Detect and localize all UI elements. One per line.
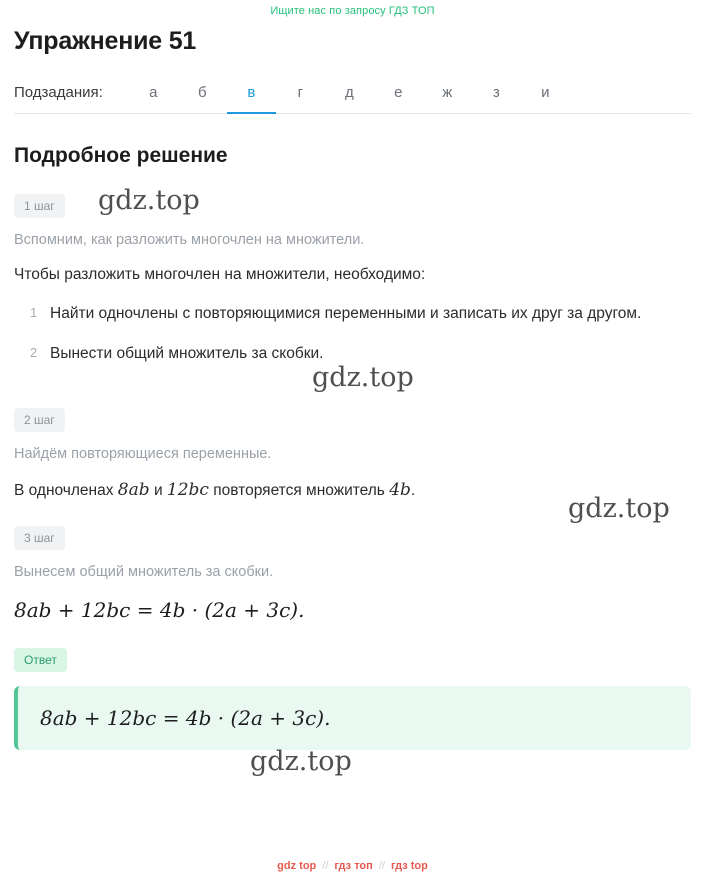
subtask-tab-d[interactable]: д [344,84,354,101]
step-2-text [14,480,691,500]
subtask-tab-e[interactable]: е [394,84,403,101]
step-1-intro: Чтобы разложить многочлен на множители, необходимо: [14,266,426,283]
step-2-suffix: повторяется множитель [208,482,390,500]
step-badge-2: 2 шаг [14,408,65,432]
step-2-prefix: В одночленах [14,482,118,500]
footer-separator-2: // [378,860,385,872]
monomial-2: 12bc [166,480,209,501]
document-page [0,27,705,750]
answer-badge: Ответ [14,648,67,672]
list-item: Вынести общий множитель за скобки. [50,345,324,363]
solution-heading: Подробное решение [14,144,228,167]
step-2-hint: Найдём повторяющиеся переменные. [14,446,272,463]
step-3-formula: 8ab + 12bc = 4b · (2a + 3c). [14,598,305,623]
step-1-hint: Вспомним, как разложить многочлен на множители. [14,232,365,248]
step-1-list [14,302,691,366]
footer-text-3: гдз top [390,860,428,872]
subtask-tabs [129,78,691,113]
step-2-mid: и [149,482,167,500]
subtasks-bar [14,78,691,114]
subtasks-label: Подзадания: [14,84,103,101]
list-item: Найти одночлены с повторяющимися переменными и записать их друг за другом. [50,305,642,322]
footer-text-2: гдз топ [334,860,373,872]
common-factor: 4b [389,480,411,501]
monomial-1: 8ab [117,480,150,501]
footer-separator-1: // [322,860,329,872]
step-2-end: . [410,482,416,500]
watermark: gdz.top [568,493,670,524]
subtask-tab-b[interactable]: б [198,84,207,101]
watermark: gdz.top [312,362,414,393]
step-badge-3: 3 шаг [14,526,65,550]
watermark: gdz.top [250,746,352,777]
promo-banner: Ищите нас по запросу ГДЗ ТОП [270,5,435,17]
subtask-tab-g[interactable]: г [297,84,304,101]
step-badge-1: 1 шаг [14,194,65,218]
footer [0,860,705,872]
subtask-tab-v[interactable]: в [227,78,276,114]
subtask-tab-a[interactable]: а [149,84,158,101]
subtask-tab-zh[interactable]: ж [442,84,453,101]
page-title: Упражнение 51 [14,27,197,55]
answer-formula: 8ab + 12bc = 4b · (2a + 3c). [14,686,691,750]
subtask-tab-z[interactable]: з [492,84,500,101]
footer-text-1: gdz top [277,860,317,872]
step-3-hint: Вынесем общий множитель за скобки. [14,564,274,581]
subtask-tab-i[interactable]: и [541,84,550,101]
watermark: gdz.top [98,185,200,216]
